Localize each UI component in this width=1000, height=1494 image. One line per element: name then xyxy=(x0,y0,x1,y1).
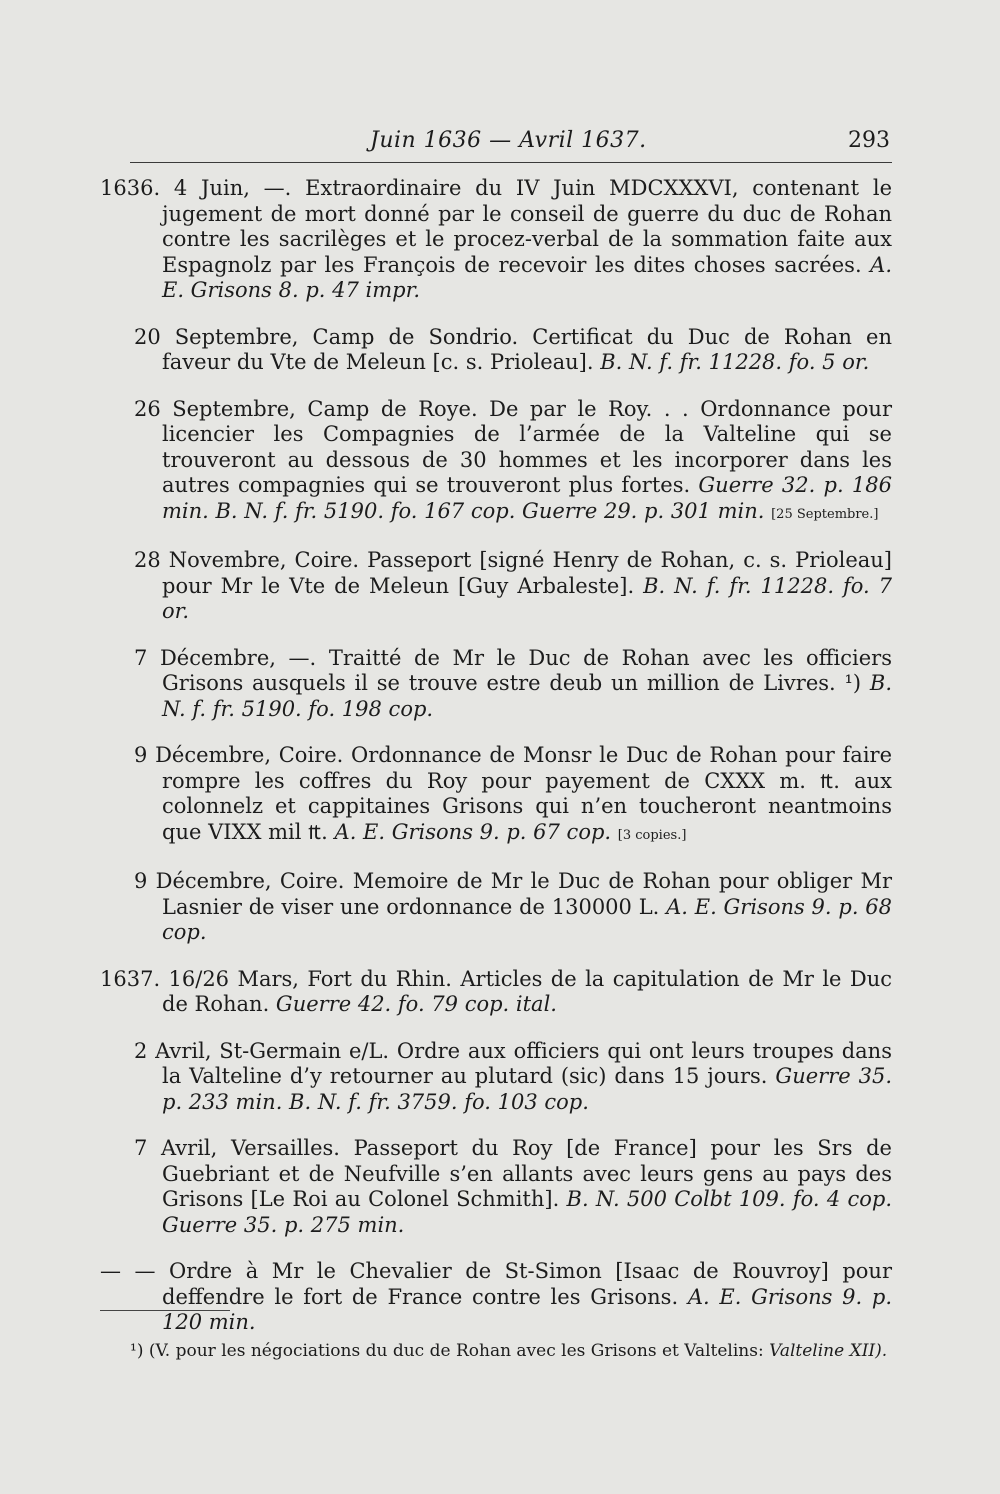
entry-1636-juin xyxy=(100,176,892,304)
entries-list xyxy=(100,176,892,1347)
entry-26-septembre xyxy=(100,397,892,528)
entry-reference: B. N. f. fr. 11228. fo. 7 or. xyxy=(162,573,892,623)
entry-ordre-st-simon xyxy=(100,1259,892,1336)
footnote-divider xyxy=(100,1310,230,1311)
entry-reference: Guerre 42. fo. 79 cop. ital. xyxy=(275,992,557,1016)
entry-lead: 20 Septembre, Camp de Sondrio. xyxy=(134,324,533,349)
entry-text: Articles de la capitulation de Mr le Duc de Rohan. xyxy=(162,966,892,1016)
entry-lead: — — xyxy=(100,1259,170,1283)
footnote xyxy=(100,1339,892,1363)
page-header xyxy=(130,126,892,163)
entry-text: Ordonnance de Monsr le Duc de Rohan pour faire rompre les coffres du Roy pour payement de CXXX m. ₶. aux colonnelz et cappitaines Grisons qui n’en toucheront neantmoins que VIXX mil ₶. xyxy=(162,743,892,844)
entry-20-septembre xyxy=(100,325,892,376)
entry-text: Certificat du Duc de Rohan en faveur du Vte de Meleun [c. s. Prioleau]. xyxy=(162,324,892,374)
entry-reference: A. E. Grisons 8. p. 47 impr. xyxy=(162,252,892,302)
entry-note: [25 Septembre.] xyxy=(771,506,879,522)
entry-lead: 7 Avril, Versailles. xyxy=(134,1136,354,1160)
entry-1637-mars xyxy=(100,967,892,1018)
entry-reference: B. N. 500 Colbt 109. fo. 4 cop. Guerre 35. p. 275 min. xyxy=(162,1187,892,1237)
entry-text: Traitté de Mr le Duc de Rohan avec les officiers Grisons ausquels il se trouve estre deub un million de Livres. ¹) xyxy=(162,645,892,695)
entry-reference: Guerre 32. p. 186 min. B. N. f. fr. 5190. fo. 167 cop. Guerre 29. p. 301 min. xyxy=(162,473,893,523)
entry-text: Passeport du Roy [de France] pour les Srs de Guebriant et de Neufville s’en allants avec leurs gens au pays des Grisons [Le Roi au Colonel Schmith]. xyxy=(162,1136,892,1211)
entry-lead: 1637. 16/26 Mars, Fort du Rhin. xyxy=(100,966,461,991)
entry-lead: 28 Novembre, Coire. xyxy=(134,548,368,572)
footnote-text: ¹) (V. pour les négociations du duc de Rohan avec les Grisons et Valtelins: xyxy=(130,1341,770,1361)
entry-reference: A. E. Grisons 9. p. 67 cop. xyxy=(334,819,612,844)
entry-9-decembre-memoire xyxy=(100,869,892,946)
entry-7-decembre xyxy=(100,646,892,723)
entry-2-avril xyxy=(100,1039,892,1116)
entry-text: Memoire de Mr le Duc de Rohan pour obliger Mr Lasnier de viser une ordonnance de 130000 L. xyxy=(162,869,892,919)
entry-reference: B. N. f. fr. 11228. fo. 5 or. xyxy=(600,350,870,374)
entry-reference: B. N. f. fr. 5190. fo. 198 cop. xyxy=(162,671,892,721)
footnote-reference: Valteline XII). xyxy=(769,1341,888,1361)
entry-reference: Guerre 35. p. 233 min. B. N. f. fr. 3759. fo. 103 cop. xyxy=(162,1064,892,1114)
entry-text: Extraordinaire du IV Juin MDCXXXVI, contenant le jugement de mort donné par le conseil de guerre du duc de Rohan contre les sacrilèges et le procez-verbal de la sommation faite aux Espagnolz par les François de recevoir les dites choses sacrées. xyxy=(162,176,893,277)
entry-text: Passeport [signé Henry de Rohan, c. s. Prioleau] pour Mr le Vte de Meleun [Guy Arbaleste]. xyxy=(162,548,892,598)
entry-lead: 1636. 4 Juin, —. xyxy=(100,176,306,200)
entry-lead: 7 Décembre, —. xyxy=(134,645,329,670)
entry-28-novembre xyxy=(100,548,892,625)
entry-text: Ordre à Mr le Chevalier de St-Simon [Isaac de Rouvroy] pour deffendre le fort de France contre les Grisons. xyxy=(162,1259,892,1309)
entry-lead: 9 Décembre, Coire. xyxy=(134,869,353,893)
entry-note: [3 copies.] xyxy=(617,827,687,843)
entry-lead: 26 Septembre, Camp de Roye. xyxy=(134,396,490,421)
running-title: Juin 1636 — Avril 1637. xyxy=(370,128,647,153)
entry-reference: A. E. Grisons 9. p. 120 min. xyxy=(162,1284,892,1334)
entry-9-decembre-ordonnance xyxy=(100,743,892,848)
entry-text: Ordre aux officiers qui ont leurs troupes dans la Valteline d’y retourner au plutard (sic) dans 15 jours. xyxy=(162,1038,892,1088)
entry-text: De par le Roy. . . Ordonnance pour licencier les Compagnies de l’armée de la Valteline qui se trouveront au dessous de 30 hommes et les incorporer dans les autres compagnies qui se trouveront plus fortes. xyxy=(162,396,892,497)
entry-reference: A. E. Grisons 9. p. 68 cop. xyxy=(162,894,893,944)
entry-lead: 9 Décembre, Coire. xyxy=(134,743,352,767)
entry-lead: 2 Avril, St-Germain e/L. xyxy=(134,1038,397,1063)
entry-7-avril xyxy=(100,1136,892,1238)
page-number: 293 xyxy=(848,128,890,153)
